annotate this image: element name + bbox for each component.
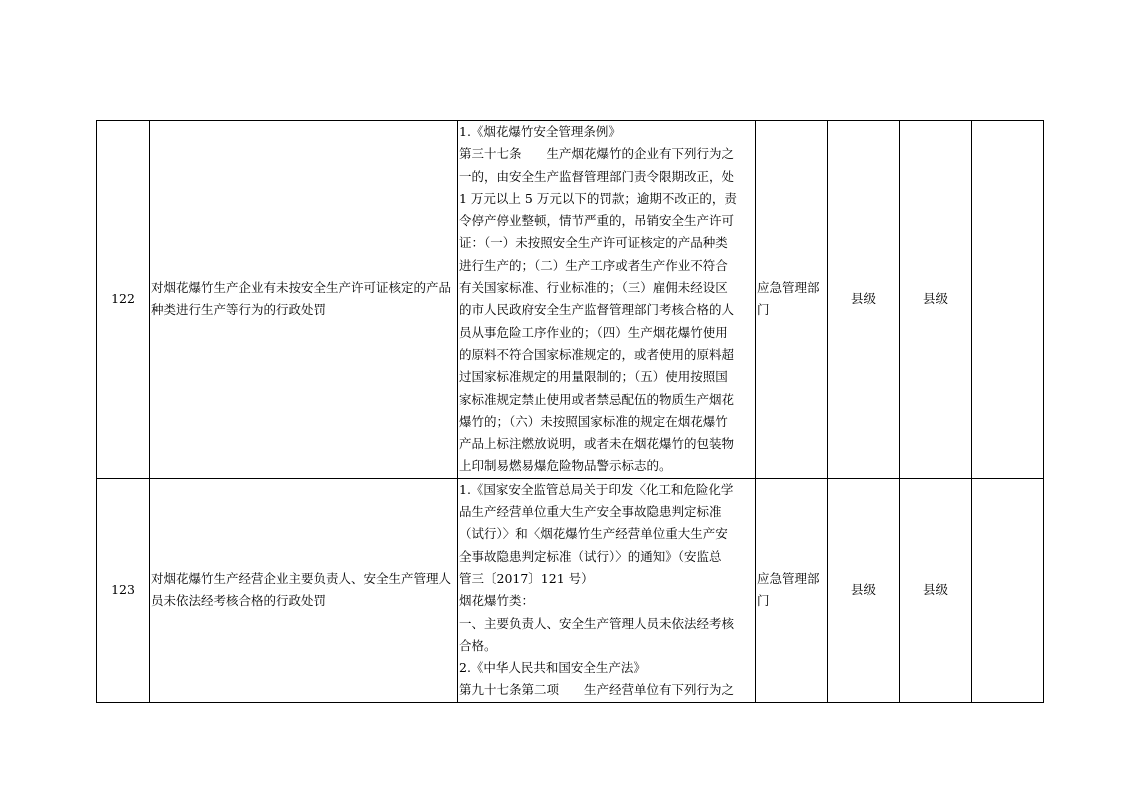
basis-line: 管三〔2017〕121 号） — [459, 570, 594, 586]
legal-basis — [458, 478, 756, 702]
basis-line: 一、主要负责人、安全生产管理人员未依法经考核 — [459, 615, 735, 631]
basis-line: 令停产停业整顿，情节严重的，吊销安全生产许可 — [459, 213, 735, 229]
remark — [972, 478, 1044, 702]
basis-line: 第九十七条第二项 生产经营单位有下列行为之 — [459, 682, 735, 698]
basis-line: 全事故隐患判定标准（试行）〉的通知》（安监总 — [459, 548, 722, 564]
level-b: 县级 — [900, 121, 972, 479]
basis-line: 品生产经营单位重大生产安全事故隐患判定标准 — [459, 504, 722, 520]
remark — [972, 121, 1044, 479]
basis-line: 2.《中华人民共和国安全生产法》 — [459, 660, 646, 676]
basis-line: 家标准规定禁止使用或者禁忌配伍的物质生产烟花 — [459, 391, 735, 407]
row-number: 122 — [97, 121, 150, 479]
row-number: 123 — [97, 478, 150, 702]
basis-line: 的市人民政府安全生产监督管理部门考核合格的人 — [459, 302, 735, 318]
basis-line: 员从事危险工序作业的；（四）生产烟花爆竹使用 — [459, 324, 728, 340]
level-a: 县级 — [828, 478, 900, 702]
basis-line: 爆竹的；（六）未按照国家标准的规定在烟花爆竹 — [459, 413, 728, 429]
item-name: 对烟花爆竹生产经营企业主要负责人、安全生产管理人员未依法经考核合格的行政处罚 — [150, 478, 458, 702]
legal-basis — [458, 121, 756, 479]
item-name: 对烟花爆竹生产企业有未按安全生产许可证核定的产品种类进行生产等行为的行政处罚 — [150, 121, 458, 479]
basis-line: 产品上标注燃放说明，或者未在烟花爆竹的包装物 — [459, 436, 735, 452]
basis-line: 1.《烟花爆竹安全管理条例》 — [459, 124, 621, 139]
table-row-122 — [97, 121, 1044, 479]
basis-line: 有关国家标准、行业标准的；（三）雇佣未经设区 — [459, 280, 728, 296]
level-a: 县级 — [828, 121, 900, 479]
department: 应急管理部门 — [756, 478, 828, 702]
basis-line: 烟花爆竹类： — [459, 593, 535, 609]
document-table — [96, 120, 1044, 703]
table-row-123 — [97, 478, 1044, 702]
basis-line: 过国家标准规定的用量限制的；（五）使用按照国 — [459, 369, 728, 385]
basis-line: 的原料不符合国家标准规定的，或者使用的原料超 — [459, 346, 735, 362]
department: 应急管理部门 — [756, 121, 828, 479]
basis-line: 进行生产的；（二）生产工序或者生产作业不符合 — [459, 257, 728, 273]
basis-line: 证：（一）未按照安全生产许可证核定的产品种类 — [459, 235, 728, 251]
basis-line: 1.《国家安全监管总局关于印发〈化工和危险化学 — [459, 481, 734, 497]
basis-line: （试行）〉和〈烟花爆竹生产经营单位重大生产安 — [459, 526, 728, 542]
level-b: 县级 — [900, 478, 972, 702]
basis-line: 第三十七条 生产烟花爆竹的企业有下列行为之 — [459, 146, 735, 162]
basis-line: 一的，由安全生产监督管理部门责令限期改正，处 — [459, 168, 735, 184]
basis-line: 1 万元以上 5 万元以下的罚款；逾期不改正的，责 — [459, 190, 737, 206]
basis-line: 上印制易燃易爆危险物品警示标志的。 — [459, 458, 672, 474]
basis-line: 合格。 — [459, 637, 497, 653]
